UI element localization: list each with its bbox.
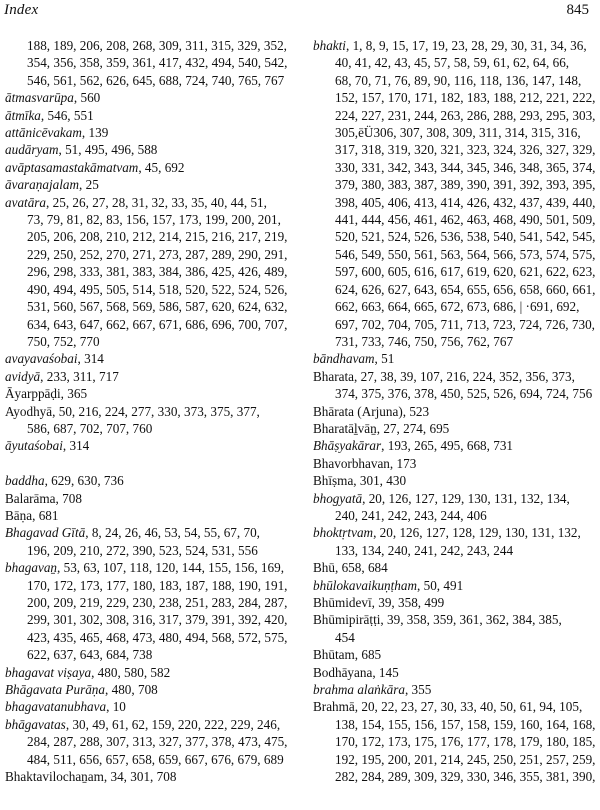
- index-entry: [313, 524, 596, 559]
- index-line: [313, 611, 596, 628]
- page-references: , 480, 708: [105, 682, 158, 698]
- index-line: [313, 403, 596, 420]
- index-line: [313, 681, 596, 698]
- index-term: Balarāma: [5, 490, 56, 506]
- index-term: Bodhāyana: [313, 664, 373, 680]
- index-line: [313, 333, 596, 350]
- index-line: [313, 350, 596, 367]
- index-entry: [313, 455, 596, 472]
- index-entry: [313, 37, 596, 350]
- index-term: bhūlokavaikuṇṭham: [313, 577, 418, 593]
- index-entry: [5, 194, 293, 351]
- index-term: Ayodhyā: [5, 403, 53, 419]
- page-references: 188, 189, 206, 208, 268, 309, 311, 315, 329, 352,: [27, 38, 287, 53]
- page-references: 330, 331, 342, 343, 344, 345, 346, 348, 365, 374,: [335, 159, 596, 175]
- page-references: , 685: [354, 647, 382, 663]
- index-line: [5, 141, 293, 158]
- index-term: bhagavat viṣaya: [5, 664, 92, 680]
- page-references: , 560: [73, 90, 101, 106]
- index-line: [313, 194, 596, 211]
- page-references: , 20, 22, 23, 27, 30, 33, 40, 50, 61, 94, 105,: [354, 699, 583, 715]
- index-entry-continuation: [5, 37, 293, 89]
- page-references: 282, 284, 289, 309, 329, 330, 346, 355, 381, 390,: [335, 769, 596, 785]
- index-line: [5, 368, 293, 385]
- index-line: [313, 733, 596, 750]
- index-line: [313, 54, 596, 71]
- index-entry: [5, 768, 293, 785]
- page-references: 73, 79, 81, 82, 83, 156, 157, 173, 199, 200, 201,: [27, 212, 281, 228]
- index-term: Bhagavad Gītā: [5, 525, 86, 541]
- index-entry: [5, 350, 293, 367]
- page-references: , 39, 358, 359, 361, 362, 384, 385,: [380, 612, 562, 628]
- page-references: 354, 356, 358, 359, 361, 417, 432, 494, 540, 542,: [27, 55, 288, 71]
- index-line: [313, 176, 596, 193]
- index-line: [313, 437, 596, 454]
- page-references: , 145: [372, 664, 399, 680]
- index-line: [313, 368, 596, 385]
- index-entry: [5, 524, 293, 559]
- index-entry: [313, 403, 596, 420]
- index-line: [5, 733, 293, 750]
- page-references: 586, 687, 702, 707, 760: [27, 420, 153, 436]
- page-references: , 355: [404, 682, 432, 698]
- page-references: 170, 172, 173, 177, 180, 183, 187, 188, 190, 191,: [27, 577, 288, 593]
- index-entry: [5, 681, 293, 698]
- index-line: [313, 490, 596, 507]
- index-line: [5, 420, 293, 437]
- page-references: , 50, 216, 224, 277, 330, 373, 375, 377,: [52, 403, 260, 419]
- index-entry: [313, 611, 596, 646]
- page-references: , 30, 49, 61, 62, 159, 220, 222, 229, 246,: [65, 716, 281, 732]
- index-entry: [5, 141, 293, 158]
- index-entry: [313, 559, 596, 576]
- index-entry: [313, 646, 596, 663]
- index-line: [5, 768, 293, 785]
- running-header-title: Index: [4, 2, 39, 18]
- index-line: [5, 559, 293, 576]
- index-term: Bhāgavata Purāṇa: [5, 682, 105, 698]
- page-references: , 39, 358, 499: [371, 595, 445, 610]
- page-references: 305,ēÜ306, 307, 308, 309, 311, 314, 315, 316,: [335, 125, 581, 141]
- index-term: Bhūtam: [313, 647, 355, 663]
- page-references: , 27, 38, 39, 107, 216, 224, 352, 356, 373,: [354, 368, 575, 384]
- page-references: 296, 298, 333, 381, 383, 384, 386, 425, 426, 489,: [27, 264, 288, 280]
- index-line: [313, 263, 596, 280]
- index-term: Bhū: [313, 560, 335, 576]
- page-references: , 480, 580, 582: [91, 664, 171, 680]
- index-line: [313, 716, 596, 733]
- index-line: [313, 629, 596, 646]
- index-term: ātmīka: [5, 107, 41, 123]
- index-entry: [313, 681, 596, 698]
- index-line: [313, 228, 596, 245]
- index-term: baddha: [5, 473, 45, 489]
- page-references: , 25, 26, 27, 28, 31, 32, 33, 35, 40, 44, 51,: [46, 194, 267, 210]
- index-term: brahma alaṅkāra: [313, 682, 405, 698]
- index-line: [313, 524, 596, 541]
- index-term: Bhīṣma: [313, 473, 354, 489]
- index-line: [313, 316, 596, 333]
- index-line: [313, 159, 596, 176]
- page-references: , 629, 630, 736: [44, 473, 124, 489]
- index-line: [313, 89, 596, 106]
- letter-gap: [5, 455, 293, 472]
- page-references: 697, 702, 704, 705, 711, 713, 723, 724, 726, 730,: [335, 316, 595, 332]
- index-line: [313, 577, 596, 594]
- index-line: [5, 228, 293, 245]
- index-term: āyutaśobai: [5, 438, 63, 454]
- index-line: [5, 263, 293, 280]
- index-line: [313, 472, 596, 489]
- index-entry: [5, 368, 293, 385]
- index-line: [5, 542, 293, 559]
- page-references: 484, 511, 656, 657, 658, 659, 667, 676, 679, 689: [27, 751, 284, 767]
- index-entry: [5, 698, 293, 715]
- index-line: [313, 107, 596, 124]
- index-line: [5, 594, 293, 611]
- index-line: [5, 211, 293, 228]
- page-references: 546, 549, 550, 561, 563, 564, 566, 573, 574, 575,: [335, 246, 596, 262]
- index-entry: [313, 437, 596, 454]
- index-line: [313, 124, 596, 141]
- page-references: , 301, 430: [353, 473, 407, 489]
- index-line: [5, 629, 293, 646]
- index-term: audāryam: [5, 142, 59, 158]
- index-line: [5, 246, 293, 263]
- page-references: , 708: [55, 490, 82, 506]
- index-entry: [313, 350, 596, 367]
- page-references: 224, 227, 231, 244, 263, 286, 288, 293, 295, 303,: [335, 107, 596, 123]
- index-term: attānicēvakam: [5, 125, 82, 141]
- index-entry: [313, 420, 596, 437]
- index-line: [313, 298, 596, 315]
- index-term: bhoktṛtvam: [313, 525, 374, 541]
- page-references: , 139: [81, 125, 109, 141]
- index-line: [5, 698, 293, 715]
- page-references: , 193, 265, 495, 668, 731: [381, 438, 514, 454]
- index-term: bhāgavatas: [5, 716, 66, 732]
- page-references: , 34, 301, 708: [103, 769, 177, 785]
- index-term: Bhaktavilochaṉam: [5, 769, 104, 785]
- index-line: [5, 472, 293, 489]
- page-references: , 233, 311, 717: [40, 368, 119, 384]
- index-term: Bharata: [313, 368, 355, 384]
- page-references: , 51, 495, 496, 588: [58, 142, 158, 158]
- page-references: , 365: [60, 386, 88, 402]
- index-entry: [5, 176, 293, 193]
- index-line: [5, 281, 293, 298]
- index-entry: [5, 403, 293, 438]
- index-line: [313, 507, 596, 524]
- page-references: 398, 405, 406, 413, 414, 426, 432, 437, 439, 440,: [335, 194, 596, 210]
- page-references: 192, 195, 200, 201, 214, 245, 250, 251, 257, 259,: [335, 751, 596, 767]
- page-references: 205, 206, 208, 210, 212, 214, 215, 216, 217, 219,: [27, 229, 288, 245]
- page-references: , 27, 274, 695: [376, 420, 450, 436]
- page-references: 196, 209, 210, 272, 390, 523, 524, 531, 556: [27, 542, 258, 558]
- index-line: [313, 646, 596, 663]
- index-entry: [5, 89, 293, 106]
- index-term: Bhavorbhavan: [313, 455, 390, 471]
- index-line: [5, 37, 293, 54]
- page-references: 520, 521, 524, 526, 536, 538, 540, 541, 542, 545,: [335, 229, 596, 245]
- page-references: 40, 41, 42, 43, 45, 57, 58, 59, 61, 62, 64, 66,: [335, 55, 570, 71]
- index-term: bāndhavam: [313, 351, 375, 367]
- index-entry: [313, 490, 596, 525]
- index-line: [5, 646, 293, 663]
- index-line: [5, 159, 293, 176]
- page-references: 170, 172, 173, 175, 176, 177, 178, 179, 180, 185,: [335, 734, 596, 750]
- index-line: [5, 89, 293, 106]
- page-references: , 314: [62, 438, 90, 454]
- page-references: 490, 494, 495, 505, 514, 518, 520, 522, 524, 526,: [27, 281, 288, 297]
- page-number: 845: [566, 2, 589, 18]
- page-references: , 50, 491: [417, 577, 464, 593]
- page-references: 299, 301, 302, 308, 316, 317, 379, 391, 392, 420,: [27, 612, 288, 628]
- page-references: , 53, 63, 107, 118, 120, 144, 155, 156, 169,: [57, 560, 285, 576]
- index-line: [5, 194, 293, 211]
- index-entry: [313, 577, 596, 594]
- page-references: 597, 600, 605, 616, 617, 619, 620, 621, 622, 623,: [335, 264, 596, 280]
- page-references: 284, 287, 288, 307, 313, 327, 377, 378, 473, 475,: [27, 734, 288, 750]
- index-term: avidyā: [5, 368, 41, 384]
- index-term: ātmasvarūpa: [5, 90, 74, 106]
- page-references: 662, 663, 664, 665, 672, 673, 686, | ·691, 692,: [335, 299, 580, 315]
- index-line: [5, 490, 293, 507]
- index-term: Āyarppāḍi: [5, 386, 61, 402]
- index-line: [5, 54, 293, 71]
- page-references: 200, 209, 219, 229, 230, 238, 251, 283, 284, 287,: [27, 594, 288, 610]
- index-line: [313, 211, 596, 228]
- index-entry: [5, 159, 293, 176]
- index-entry: [5, 559, 293, 663]
- index-line: [313, 542, 596, 559]
- index-term: bhagavatanubhava: [5, 699, 107, 715]
- index-line: [5, 524, 293, 541]
- page-references: 240, 241, 242, 243, 244, 406: [335, 507, 487, 523]
- index-line: [313, 594, 596, 611]
- index-term: Bhūmidevī: [313, 595, 372, 610]
- page-references: , 314: [77, 351, 104, 367]
- page-references: 546, 561, 562, 626, 645, 688, 724, 740, 765, 767: [27, 72, 285, 88]
- index-term: Bhārata (Arjuna): [313, 403, 403, 419]
- index-line: [313, 281, 596, 298]
- index-line: [313, 698, 596, 715]
- index-column-right: [313, 37, 596, 785]
- index-line: [5, 350, 293, 367]
- page-references: 133, 134, 240, 241, 242, 243, 244: [335, 542, 514, 558]
- index-entry: [5, 437, 293, 454]
- page-references: 731, 733, 746, 750, 756, 762, 767: [335, 333, 514, 349]
- index-entry: [5, 385, 293, 402]
- index-term: bhakti: [313, 38, 346, 53]
- index-line: [5, 611, 293, 628]
- index-line: [313, 455, 596, 472]
- index-term: avāptasamastakāmatvam: [5, 159, 139, 175]
- index-line: [5, 316, 293, 333]
- page-references: , 51: [374, 351, 395, 367]
- index-line: [313, 751, 596, 768]
- page-references: , 45, 692: [138, 159, 185, 175]
- index-line: [313, 141, 596, 158]
- index-line: [5, 751, 293, 768]
- index-entry: [313, 698, 596, 785]
- page-references: , 546, 551: [40, 107, 94, 123]
- index-term: āvaraṇajalam: [5, 177, 79, 193]
- index-term: bhogyatā: [313, 490, 363, 506]
- page-references: , 1, 8, 9, 15, 17, 19, 23, 28, 29, 30, 31, 34, 36,: [345, 38, 587, 53]
- index-entry: [313, 368, 596, 403]
- index-entry: [5, 107, 293, 124]
- page-references: 152, 157, 170, 171, 182, 183, 188, 212, 221, 222,: [335, 90, 596, 106]
- page-references: 624, 626, 627, 643, 654, 655, 656, 658, 660, 661,: [335, 281, 596, 297]
- page-references: 229, 250, 252, 270, 271, 273, 287, 289, 290, 291,: [27, 246, 288, 262]
- page-references: 379, 380, 383, 387, 389, 390, 391, 392, 393, 395,: [335, 177, 596, 193]
- index-line: [5, 176, 293, 193]
- index-line: [5, 664, 293, 681]
- index-line: [5, 403, 293, 420]
- page-references: , 523: [402, 403, 430, 419]
- page-references: 441, 444, 456, 461, 462, 463, 468, 490, 501, 509,: [335, 212, 596, 228]
- page-references: , 10: [106, 699, 126, 715]
- index-line: [313, 559, 596, 576]
- page-references: 531, 560, 567, 568, 569, 586, 587, 620, 624, 632,: [27, 299, 288, 315]
- index-column-left: [5, 37, 293, 785]
- page-references: 454: [335, 629, 355, 645]
- index-entry: [5, 124, 293, 141]
- index-entry: [313, 594, 596, 611]
- page-references: 138, 154, 155, 156, 157, 158, 159, 160, 164, 168,: [335, 716, 596, 732]
- index-term: avayavaśobai: [5, 351, 78, 367]
- index-term: Bhūmipirāṭṭi: [313, 612, 381, 628]
- index-line: [5, 107, 293, 124]
- page-references: , 8, 24, 26, 46, 53, 54, 55, 67, 70,: [85, 525, 260, 541]
- index-line: [313, 72, 596, 89]
- index-entry: [5, 664, 293, 681]
- page-references: 634, 643, 647, 662, 667, 671, 686, 696, 700, 707,: [27, 316, 288, 332]
- index-line: [5, 507, 293, 524]
- index-line: [5, 333, 293, 350]
- page-references: 317, 318, 319, 320, 321, 323, 324, 326, 327, 329,: [335, 142, 596, 158]
- page-references: 423, 435, 465, 468, 473, 480, 494, 568, 572, 575,: [27, 629, 288, 645]
- index-entry: [5, 490, 293, 507]
- index-line: [5, 385, 293, 402]
- index-entry: [313, 472, 596, 489]
- index-term: Bhāṣyakārar: [313, 438, 382, 454]
- index-entry: [5, 472, 293, 489]
- index-line: [313, 664, 596, 681]
- page-references: , 20, 126, 127, 129, 130, 131, 132, 134,: [362, 490, 570, 506]
- index-entry: [5, 507, 293, 524]
- index-line: [313, 420, 596, 437]
- index-term: avatāra: [5, 194, 47, 210]
- page-references: , 173: [389, 455, 417, 471]
- index-line: [5, 437, 293, 454]
- index-line: [313, 768, 596, 785]
- page-references: , 681: [32, 507, 59, 523]
- index-line: [5, 577, 293, 594]
- page-references: 68, 70, 71, 76, 89, 90, 116, 118, 136, 147, 148,: [335, 72, 582, 88]
- page-references: 622, 637, 643, 684, 738: [27, 647, 153, 663]
- page-references: , 658, 684: [334, 560, 388, 576]
- index-entry: [5, 716, 293, 768]
- page-references: , 25: [79, 177, 99, 193]
- index-line: [5, 124, 293, 141]
- index-term: Bāṇa: [5, 507, 33, 523]
- page-references: , 20, 126, 127, 128, 129, 130, 131, 132,: [373, 525, 581, 541]
- page-references: 374, 375, 376, 378, 450, 525, 526, 694, 724, 756: [335, 386, 593, 402]
- index-line: [5, 72, 293, 89]
- index-term: Bharatāḻvāṉ: [313, 420, 377, 436]
- index-line: [313, 246, 596, 263]
- page-references: 750, 752, 770: [27, 333, 100, 349]
- index-line: [5, 681, 293, 698]
- index-term: Brahmā: [313, 699, 355, 715]
- index-term: bhagavaṉ: [5, 560, 58, 576]
- index-line: [5, 298, 293, 315]
- index-line: [5, 716, 293, 733]
- index-entry: [313, 664, 596, 681]
- index-line: [313, 37, 596, 54]
- index-line: [313, 385, 596, 402]
